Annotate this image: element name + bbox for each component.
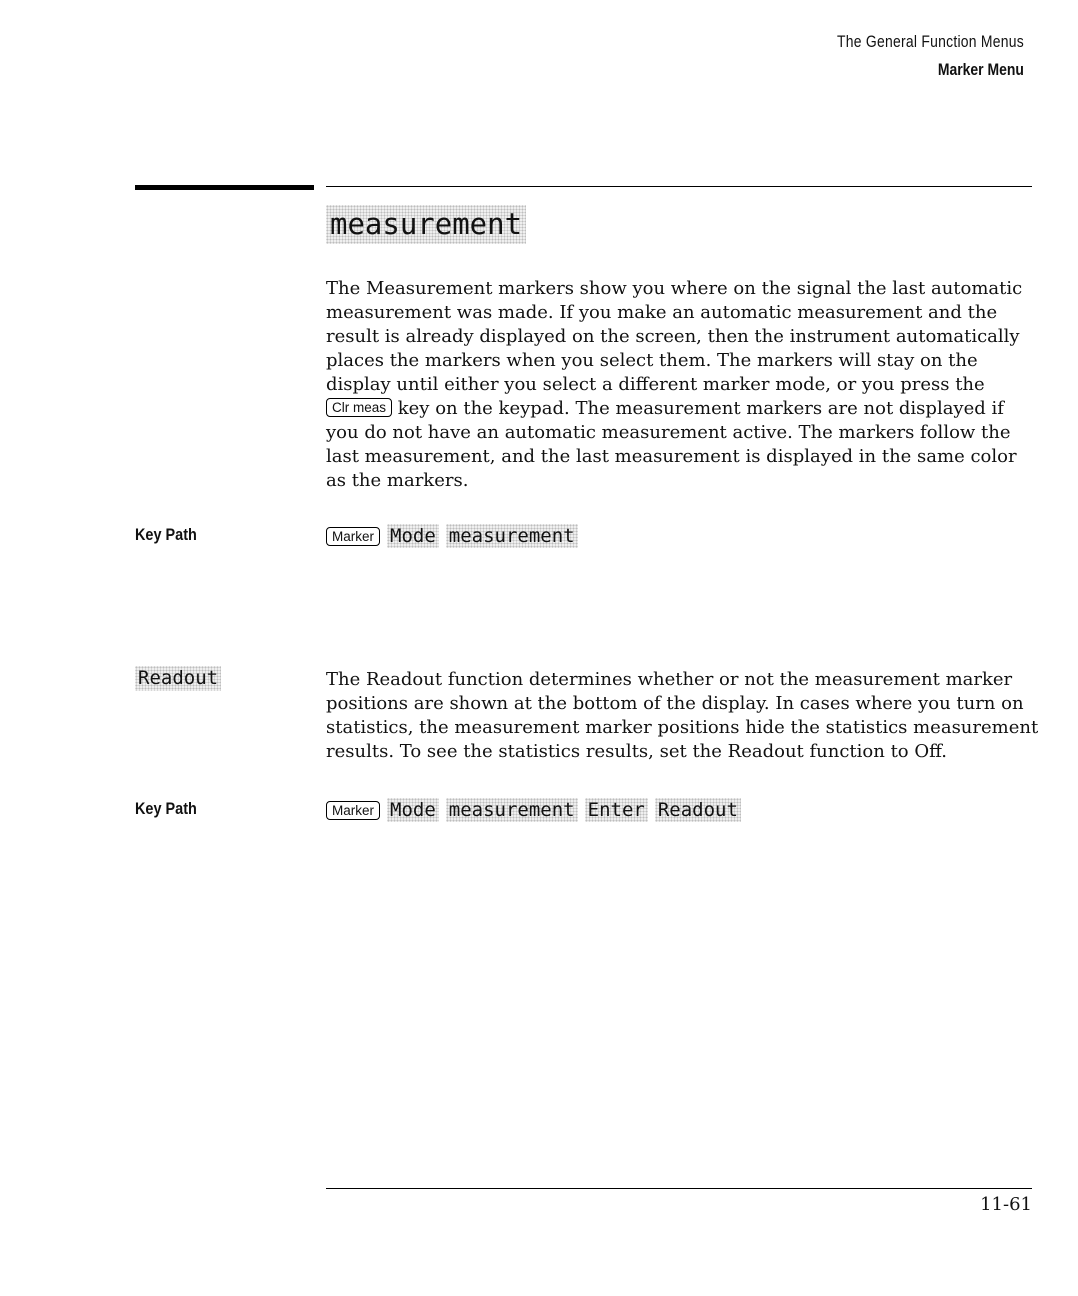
clr-meas-key: Clr meas: [326, 398, 392, 417]
header-section-title: The General Function Menus: [837, 32, 1024, 51]
key-path-label: Key Path: [135, 525, 197, 544]
section-rule-thick: [135, 185, 314, 190]
readout-description: The Readout function determines whether or not the measurement marker positions are shown at the bottom of the display. In cases where you turn on statistics, the measurement marker positions hide the statistics measurement results. To see the statistics results, set the Readout function to Off.: [326, 669, 1039, 762]
header-subsection-title: Marker Menu: [938, 60, 1024, 79]
marker-key: Marker: [326, 527, 380, 546]
mode-softkey: Mode: [387, 798, 439, 823]
key-path-readout: [326, 795, 748, 825]
footer-rule: [326, 1188, 1032, 1189]
section-rule-thin: [326, 186, 1032, 187]
mode-softkey: Mode: [387, 524, 439, 549]
key-path-measurement: [326, 521, 585, 551]
marker-key: Marker: [326, 801, 380, 820]
measurement-softkey: measurement: [446, 524, 578, 549]
page-number: 11-61: [980, 1194, 1032, 1215]
measurement-softkey: measurement: [446, 798, 578, 823]
measurement-description-part1: The Measurement markers show you where on the signal the last automatic measurement was made. If you make an automatic measurement and the result is already displayed on the screen, then the instrument automatically places the markers when you select them. The markers will stay on the display until either you select a different marker mode, or you press the: [326, 278, 1023, 395]
measurement-softkey-title: measurement: [326, 205, 526, 244]
measurement-description-part2: key on the keypad. The measurement markers are not displayed if you do not have an automatic measurement active. The markers follow the last measurement, and the last measurement is displayed in the same color as the markers.: [326, 398, 1017, 491]
enter-softkey: Enter: [585, 798, 648, 823]
measurement-description: [326, 277, 1042, 493]
readout-softkey-title: Readout: [135, 666, 221, 691]
readout-softkey: Readout: [655, 798, 741, 823]
key-path-label: Key Path: [135, 799, 197, 818]
